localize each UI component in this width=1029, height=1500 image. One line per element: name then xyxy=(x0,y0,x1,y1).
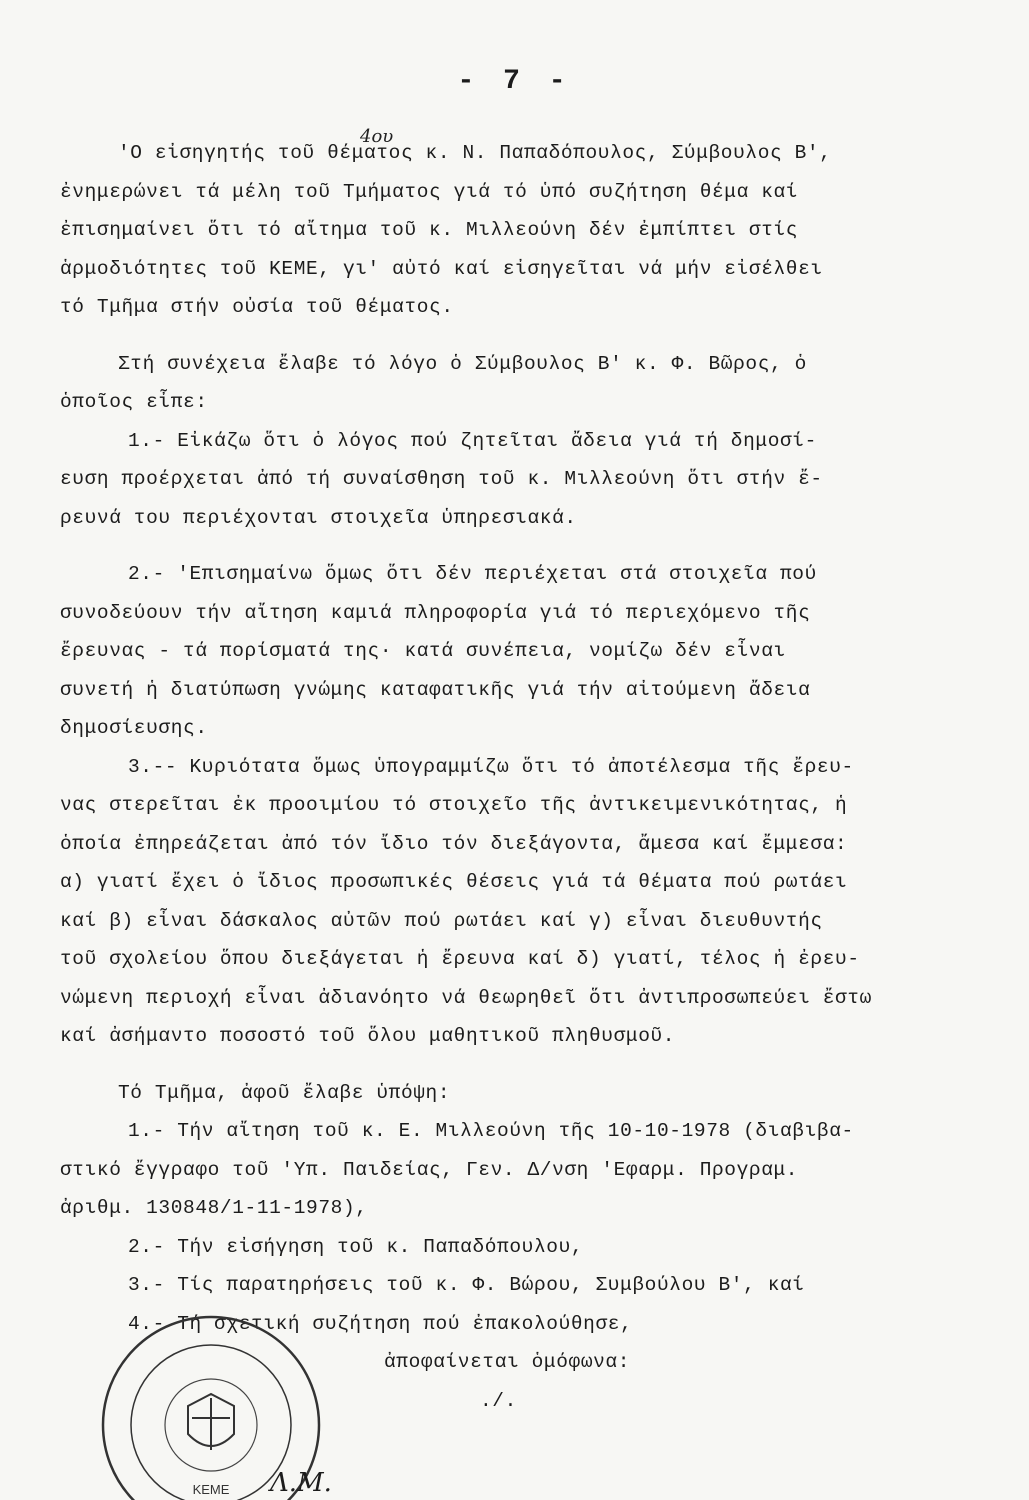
paragraph-point-3: 3.-- Κυριότατα ὅμως ὑπογραμμίζω ὅτι τό ἀποτέλεσμα τῆς ἔρευ- νας στερεῖται ἐκ προοιμίου τό στοιχεῖο τῆς ἀντικειμενικότητας, ἡ ὁποία ἐπηρεάζεται ἀπό τόν ἴδιο τόν διεξάγοντα, ἄμεσα καί ἔμμεσα: α) γιατί ἔχει ὁ ἴδιος προσωπικές θέσεις γιά τά θέματα πού ρωτάει καί β) εἶναι δάσκαλος αὐτῶν πού ρωτάει καί γ) εἶναι διευθυντής τοῦ σχολείου ὅπου διεξάγεται ἡ ἔρευνα καί δ) γιατί, τέλος ἡ ἐρευ- νώμενη περιοχή εἶναι ἀδιανόητο νά θεωρηθεῖ ὅτι ἀντιπροσωπεύει ἔστω καί ἀσήμαντο ποσοστό τοῦ ὅλου μαθητικοῦ πληθυσμοῦ. xyxy=(60,755,872,1047)
paragraph-considered-2: 2.- Τήν εἰσήγηση τοῦ κ. Παπαδόπουλου, xyxy=(128,1235,584,1258)
page-number: - 7 - xyxy=(457,66,572,97)
paragraph-point-1: 1.- Εἰκάζω ὅτι ὁ λόγος πού ζητεῖται ἄδεια γιά τή δημοσί- ευση προέρχεται ἀπό τή συναίσθηση τοῦ κ. Μιλλεούνη ὅτι στήν ἔ- ρευνά του περιέχονται στοιχεῖα ὑπηρεσιακά. xyxy=(60,429,823,529)
signature: Λ.Μ. xyxy=(270,1468,332,1498)
paragraph-voros: Στή συνέχεια ἔλαβε τό λόγο ὁ Σύμβουλος Β' κ. Φ. Βῶρος, ὁ ὁποῖος εἶπε: xyxy=(60,352,807,413)
paragraph-department: Τό Τμῆμα, ἀφοῦ ἔλαβε ὑπόψη: xyxy=(118,1081,451,1104)
paragraph-considered-4: 4.- Τή σχετική συζήτηση πού ἐπακολούθησε, xyxy=(128,1312,633,1335)
document-body xyxy=(60,134,970,1420)
paragraph-point-2: 2.- 'Επισημαίνω ὅμως ὅτι δέν περιέχεται στά στοιχεῖα πού συνοδεύουν τήν αἴτηση καμιά πληροφορία γιά τό περιεχόμενο τῆς ἔρευνας - τά πορίσματά της· κατά συνέπεια, νομίζω δέν εἶναι συνετή ἡ διατύπωση γνώμης καταφατικῆς γιά τήν αἰτούμενη ἄδεια δημοσίευσης. xyxy=(60,563,817,739)
paragraph-considered-3: 3.- Τίς παρατηρήσεις τοῦ κ. Φ. Βώρου, Συμβούλου Β', καί xyxy=(128,1274,805,1296)
paragraph-considered-1: 1.- Τήν αἴτηση τοῦ κ. Ε. Μιλλεούνη τῆς 10-10-1978 (διαβιβα- στικό ἔγγραφο τοῦ 'Υπ. Παιδείας, Γεν. Δ/νση 'Εφαρμ. Προγραμ. ἀριθμ. 130848/1-11-1978), xyxy=(60,1120,854,1219)
handwritten-note: 4ου xyxy=(360,126,394,147)
paragraph-decision: ἀποφαίνεται ὁμόφωνα: xyxy=(384,1351,631,1373)
seal-text: ΚΕΜΕ xyxy=(192,1482,230,1497)
paragraph-continuation: ./. xyxy=(480,1389,517,1412)
paragraph-rapporteur: 'Ο εἰσηγητής τοῦ θέματος κ. Ν. Παπαδόπουλος, Σύμβουλος Β', ἐνημερώνει τά μέλη τοῦ Τμήματος γιά τό ὑπό συζήτηση θέμα καί ἐπισημαίνει ὅτι τό αἴτημα τοῦ κ. Μιλλεούνη δέν ἐμπίπτει στίς ἁρμοδιότητες τοῦ ΚΕΜΕ, γι' αὐτό καί εἰσηγεῖται νά μήν εἰσέλθει τό Τμῆμα στήν οὐσία τοῦ θέματος. xyxy=(60,142,832,318)
